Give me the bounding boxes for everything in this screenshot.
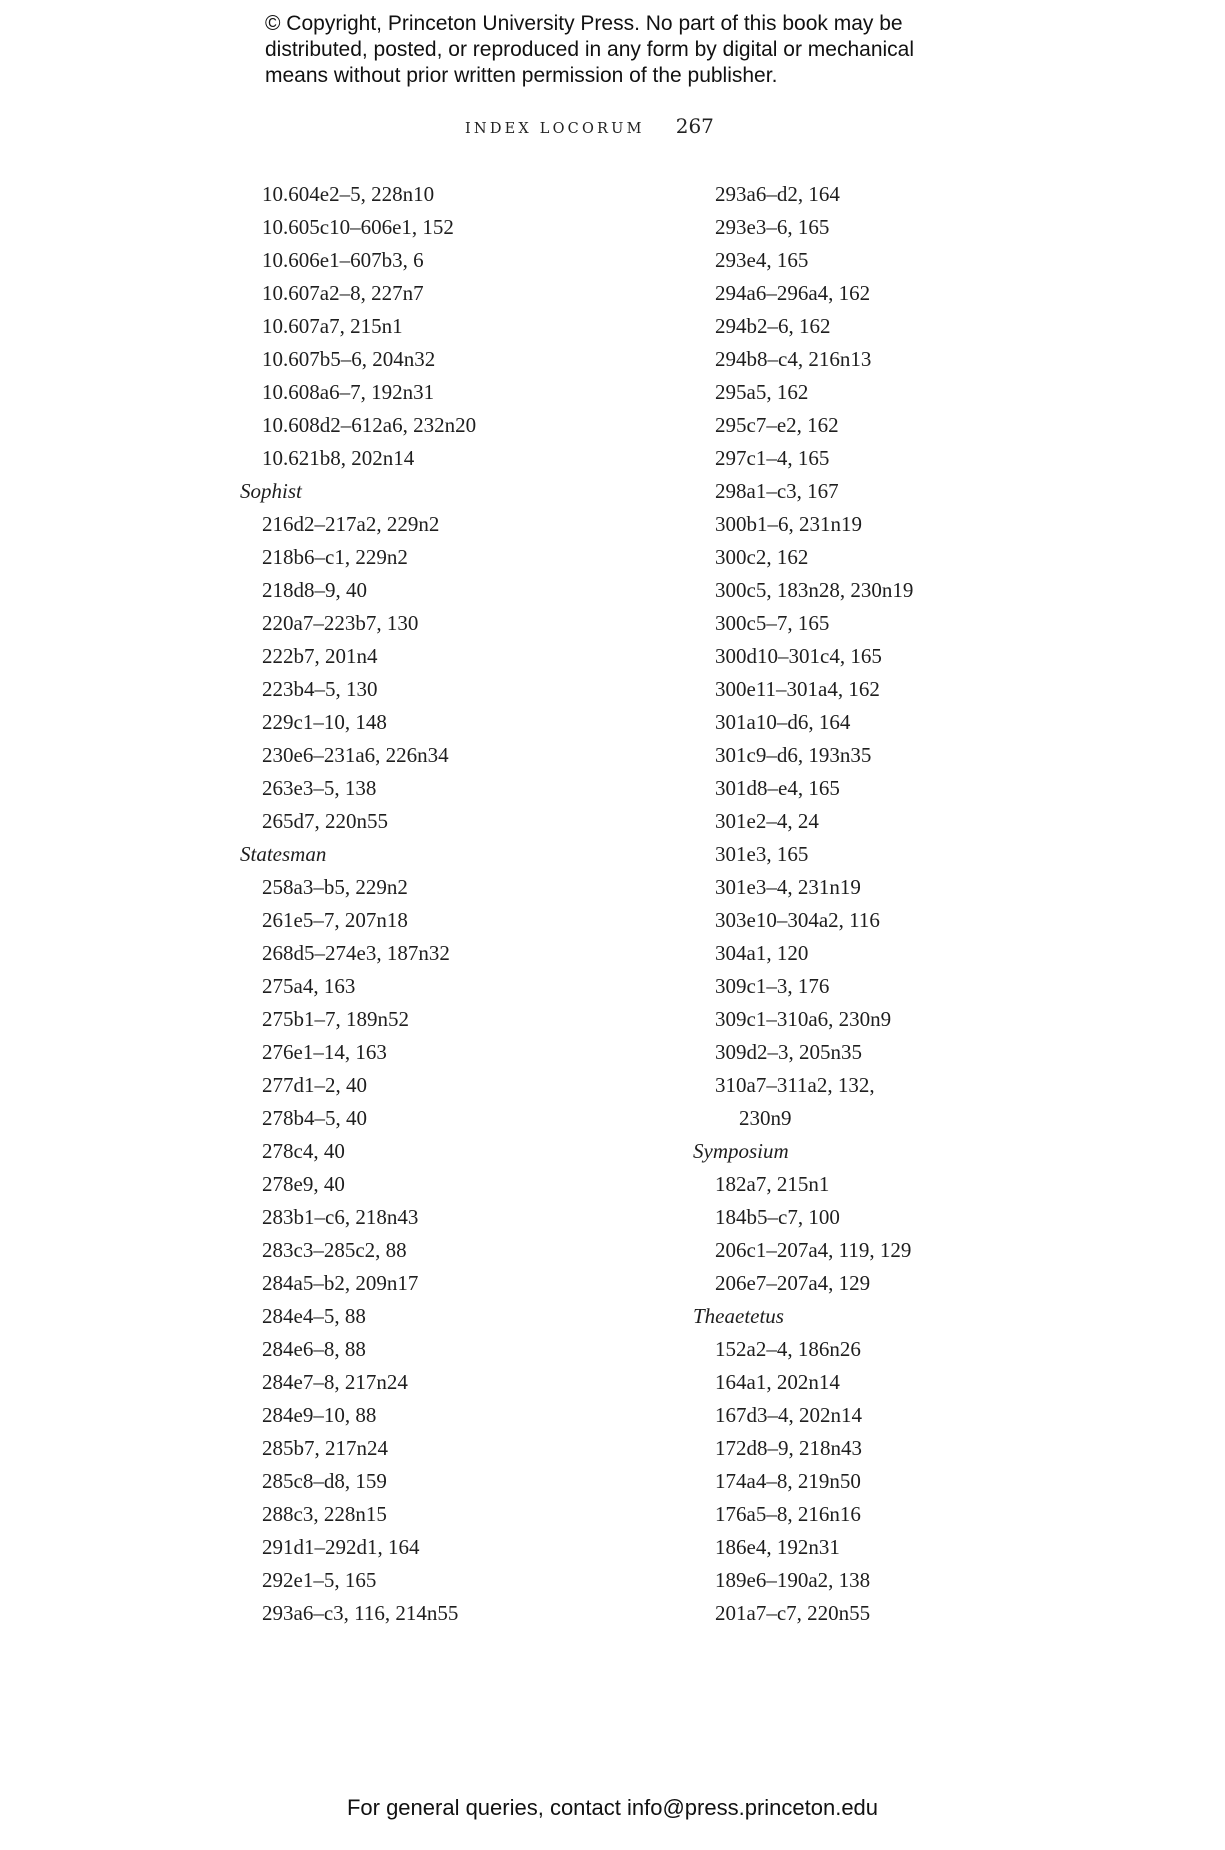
index-entry: 277d1–2, 40 <box>262 1073 367 1097</box>
index-entry: 300b1–6, 231n19 <box>715 512 862 536</box>
index-entry: 294b8–c4, 216n13 <box>715 347 872 371</box>
index-entry: 184b5–c7, 100 <box>715 1205 840 1229</box>
index-entry: 182a7, 215n1 <box>715 1172 830 1196</box>
index-entry: 278e9, 40 <box>262 1172 345 1196</box>
index-entry: 222b7, 201n4 <box>262 644 378 668</box>
index-entry: 220a7–223b7, 130 <box>262 611 419 635</box>
index-work-heading: Sophist <box>240 479 302 503</box>
index-entry: 295c7–e2, 162 <box>715 413 839 437</box>
index-entry: 293a6–d2, 164 <box>715 182 840 206</box>
index-entry: 10.608a6–7, 192n31 <box>262 380 435 404</box>
index-entry: 174a4–8, 219n50 <box>715 1469 861 1493</box>
index-entry: 284e6–8, 88 <box>262 1337 366 1361</box>
index-entry: 301e3–4, 231n19 <box>715 875 861 899</box>
index-entry: 293e3–6, 165 <box>715 215 830 239</box>
index-entry: 300e11–301a4, 162 <box>715 677 880 701</box>
copyright-line: distributed, posted, or reproduced in any form by digital or mechanical <box>265 38 915 61</box>
index-entry: 152a2–4, 186n26 <box>715 1337 861 1361</box>
running-head-title: INDEX LOCORUM <box>465 121 645 137</box>
index-entry: 276e1–14, 163 <box>262 1040 387 1064</box>
copyright-line: means without prior written permission of the publisher. <box>265 64 778 87</box>
index-entry: 206e7–207a4, 129 <box>715 1271 871 1295</box>
index-entry: 164a1, 202n14 <box>715 1370 840 1394</box>
index-entry: 284a5–b2, 209n17 <box>262 1271 419 1295</box>
index-entry: 278c4, 40 <box>262 1139 345 1163</box>
index-entry: 288c3, 228n15 <box>262 1502 387 1526</box>
index-entry: 10.607b5–6, 204n32 <box>262 347 436 371</box>
index-entry: 303e10–304a2, 116 <box>715 908 880 932</box>
index-entry: 10.605c10–606e1, 152 <box>262 215 454 239</box>
index-entry: 293a6–c3, 116, 214n55 <box>262 1601 459 1625</box>
index-entry: 301a10–d6, 164 <box>715 710 851 734</box>
index-entry: 294b2–6, 162 <box>715 314 831 338</box>
index-entry: 293e4, 165 <box>715 248 809 272</box>
index-work-heading: Theaetetus <box>693 1304 784 1328</box>
index-entry: 10.607a2–8, 227n7 <box>262 281 424 305</box>
index-entry: 291d1–292d1, 164 <box>262 1535 420 1559</box>
index-entry: 300c5–7, 165 <box>715 611 830 635</box>
index-entry: 294a6–296a4, 162 <box>715 281 871 305</box>
index-entry: 10.621b8, 202n14 <box>262 446 415 470</box>
index-entry: 284e7–8, 217n24 <box>262 1370 408 1394</box>
index-entry: 186e4, 192n31 <box>715 1535 840 1559</box>
index-entry: 301d8–e4, 165 <box>715 776 840 800</box>
index-entry: 275a4, 163 <box>262 974 356 998</box>
index-entry: 300d10–301c4, 165 <box>715 644 882 668</box>
index-work-heading: Symposium <box>693 1139 789 1163</box>
index-entry: 216d2–217a2, 229n2 <box>262 512 440 536</box>
index-entry: 301c9–d6, 193n35 <box>715 743 872 767</box>
index-entry: 284e9–10, 88 <box>262 1403 377 1427</box>
index-entry: 309c1–3, 176 <box>715 974 830 998</box>
index-work-heading: Statesman <box>240 842 327 866</box>
index-entry: 10.606e1–607b3, 6 <box>262 248 424 272</box>
index-entry: 285c8–d8, 159 <box>262 1469 387 1493</box>
index-entry: 275b1–7, 189n52 <box>262 1007 409 1031</box>
index-entry: 309c1–310a6, 230n9 <box>715 1007 892 1031</box>
index-entry: 206c1–207a4, 119, 129 <box>715 1238 912 1262</box>
page-number: 267 <box>675 114 714 138</box>
index-entry: 309d2–3, 205n35 <box>715 1040 862 1064</box>
index-entry: 265d7, 220n55 <box>262 809 388 833</box>
index-entry: 176a5–8, 216n16 <box>715 1502 861 1526</box>
index-entry: 300c2, 162 <box>715 545 809 569</box>
index-entry: 263e3–5, 138 <box>262 776 377 800</box>
index-entry: 167d3–4, 202n14 <box>715 1403 862 1427</box>
index-entry: 201a7–c7, 220n55 <box>715 1601 871 1625</box>
index-entry: 297c1–4, 165 <box>715 446 830 470</box>
index-entry: 301e3, 165 <box>715 842 809 866</box>
index-entry: 230e6–231a6, 226n34 <box>262 743 449 767</box>
index-entry: 218b6–c1, 229n2 <box>262 545 408 569</box>
index-column-left <box>240 178 680 1630</box>
index-entry: 189e6–190a2, 138 <box>715 1568 871 1592</box>
index-entry: 284e4–5, 88 <box>262 1304 366 1328</box>
index-entry: 300c5, 183n28, 230n19 <box>715 578 914 602</box>
index-entry: 310a7–311a2, 132, <box>715 1073 875 1097</box>
index-entry: 295a5, 162 <box>715 380 809 404</box>
index-entry: 283b1–c6, 218n43 <box>262 1205 419 1229</box>
running-head <box>465 114 714 138</box>
index-entry: 223b4–5, 130 <box>262 677 378 701</box>
footer-contact: For general queries, contact info@press.princeton.edu <box>346 1795 879 1820</box>
index-entry: 298a1–c3, 167 <box>715 479 839 503</box>
index-entry: 172d8–9, 218n43 <box>715 1436 862 1460</box>
index-entry-continuation: 230n9 <box>739 1106 792 1130</box>
index-entry: 10.607a7, 215n1 <box>262 314 403 338</box>
index-entry: 10.608d2–612a6, 232n20 <box>262 413 477 437</box>
index-entry: 268d5–274e3, 187n32 <box>262 941 450 965</box>
index-entry: 285b7, 217n24 <box>262 1436 388 1460</box>
index-column-right <box>693 178 1133 1630</box>
index-entry: 301e2–4, 24 <box>715 809 819 833</box>
index-entry: 278b4–5, 40 <box>262 1106 367 1130</box>
index-entry: 261e5–7, 207n18 <box>262 908 408 932</box>
copyright-line: © Copyright, Princeton University Press. No part of this book may be <box>265 12 903 35</box>
copyright-notice <box>265 11 1025 89</box>
index-entry: 258a3–b5, 229n2 <box>262 875 408 899</box>
index-entry: 283c3–285c2, 88 <box>262 1238 407 1262</box>
index-entry: 218d8–9, 40 <box>262 578 367 602</box>
index-entry: 10.604e2–5, 228n10 <box>262 182 435 206</box>
index-entry: 229c1–10, 148 <box>262 710 387 734</box>
index-entry: 304a1, 120 <box>715 941 809 965</box>
index-entry: 292e1–5, 165 <box>262 1568 377 1592</box>
